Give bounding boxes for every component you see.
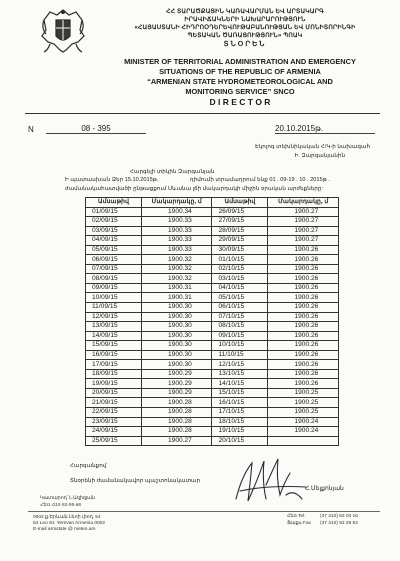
date-cell: 18/10/15 bbox=[212, 417, 268, 427]
col-header-date: Ամսաթիվ bbox=[86, 198, 142, 208]
date-cell: 26/09/15 bbox=[212, 207, 268, 217]
table-row bbox=[86, 369, 339, 379]
level-cell: 1900.25 bbox=[268, 388, 339, 398]
date-cell: 12/10/15 bbox=[212, 360, 268, 370]
date-cell: 09/10/15 bbox=[212, 331, 268, 341]
level-cell: 1900.32 bbox=[141, 255, 212, 265]
date-cell: 25/09/15 bbox=[86, 436, 142, 446]
level-cell: 1900.33 bbox=[141, 226, 212, 236]
header-am-line: ՏՆՕՐԵՆ bbox=[223, 41, 267, 48]
table-row bbox=[86, 379, 339, 389]
level-cell: 1900.28 bbox=[141, 427, 212, 437]
tel-value: (37 410) 53 03 16 bbox=[320, 514, 358, 519]
level-cell: 1900.32 bbox=[141, 264, 212, 274]
level-cell: 1900.29 bbox=[141, 369, 212, 379]
table-row bbox=[86, 255, 339, 265]
level-cell: 1900.30 bbox=[141, 360, 212, 370]
level-cell: 1900.28 bbox=[141, 408, 212, 418]
level-cell: 1900.26 bbox=[268, 379, 339, 389]
level-cell: 1900.27 bbox=[268, 236, 339, 246]
table-row bbox=[86, 236, 339, 246]
date-cell: 06/10/15 bbox=[212, 303, 268, 313]
level-cell: 1900.26 bbox=[268, 245, 339, 255]
signatory-name: Հ.Մելքոնյան bbox=[305, 486, 344, 492]
level-cell: 1900.27 bbox=[268, 207, 339, 217]
header-am-line: «ՀԱՅԱՍՏԱՆԻ ՀԻԴՐՈՕԴԵՐԵՎՈՒԹԱԲԱՆՈՒԹՅԱՆ ԵՎ ՄՈՆԻՏՈՐԻՆԳԻ bbox=[134, 24, 356, 31]
level-cell: 1900.33 bbox=[141, 236, 212, 246]
level-cell: 1900.30 bbox=[141, 322, 212, 332]
table-row bbox=[86, 436, 339, 446]
level-cell: 1900.27 bbox=[268, 217, 339, 227]
date-cell: 21/09/15 bbox=[86, 398, 142, 408]
date-cell: 06/09/15 bbox=[86, 255, 142, 265]
date-cell: 01/10/15 bbox=[212, 255, 268, 265]
date-cell: 12/09/15 bbox=[86, 312, 142, 322]
body-line: ժամանակահատվածի ընթացքում Սևանա լճի մակարդակի միջին օրական արժեքները: bbox=[65, 186, 323, 192]
table-row bbox=[86, 360, 339, 370]
level-cell: 1900.30 bbox=[141, 312, 212, 322]
level-cell: 1900.26 bbox=[268, 255, 339, 265]
date-cell: 16/10/15 bbox=[212, 398, 268, 408]
level-cell: 1900.26 bbox=[268, 331, 339, 341]
table-row bbox=[86, 322, 339, 332]
level-cell: 1900.26 bbox=[268, 341, 339, 351]
level-cell: 1900.33 bbox=[141, 245, 212, 255]
date-cell: 27/09/15 bbox=[212, 217, 268, 227]
level-cell: 1900.28 bbox=[141, 417, 212, 427]
date-cell: 02/10/15 bbox=[212, 264, 268, 274]
header-am-line: ՀՀ ՏԱՐԱԾՔԱՅԻՆ ԿԱՌԱՎԱՐՄԱՆ ԵՎ ԱՐՏԱԿԱՐԳ bbox=[166, 8, 324, 15]
address-am: 0002 ք.Երևան Լեոի փող. 54 bbox=[33, 515, 101, 520]
fax-value: (37 410) 53 29 52 bbox=[320, 521, 358, 526]
date-cell: 10/09/15 bbox=[86, 293, 142, 303]
level-cell: 1900.26 bbox=[268, 293, 339, 303]
date-cell: 05/09/15 bbox=[86, 245, 142, 255]
date-cell: 08/09/15 bbox=[86, 274, 142, 284]
table-row bbox=[86, 312, 339, 322]
tel-label: Հեռ.Tel. bbox=[287, 514, 306, 519]
date-cell: 17/09/15 bbox=[86, 360, 142, 370]
header-en-line: MONITORING SERVICE” SNCO bbox=[185, 87, 295, 96]
date-cell: 13/10/15 bbox=[212, 369, 268, 379]
level-cell: 1900.25 bbox=[268, 398, 339, 408]
level-cell: 1900.26 bbox=[268, 312, 339, 322]
body-line: դիմումի տրամադրում ենք 01 . 09-19 . 10 . 2015թ . bbox=[190, 177, 330, 183]
date-cell: 11/09/15 bbox=[86, 303, 142, 313]
level-cell: 1900.29 bbox=[141, 388, 212, 398]
col-header-level: Մակարդակը, մ bbox=[141, 198, 212, 208]
level-cell: 1900.34 bbox=[141, 207, 212, 217]
date-cell: 07/10/15 bbox=[212, 312, 268, 322]
date-cell: 14/10/15 bbox=[212, 379, 268, 389]
level-cell: 1900.31 bbox=[141, 283, 212, 293]
table-header-row bbox=[86, 198, 339, 208]
header-am-line: ԻՐԱՎԻՃԱԿՆԵՐԻ ՆԱԽԱՐԱՐՈՒԹՅՈՒՆ bbox=[184, 16, 306, 23]
date-cell: 20/09/15 bbox=[86, 388, 142, 398]
date-cell: 14/09/15 bbox=[86, 331, 142, 341]
date-cell: 30/09/15 bbox=[212, 245, 268, 255]
table-row bbox=[86, 264, 339, 274]
footer-divider bbox=[28, 511, 380, 512]
header-am-line: ՊԵՏԱԿԱՆ ԾԱՌԱՅՈՒԹՅՈՒՆ» ՊՈԱԿ bbox=[187, 32, 303, 39]
date-cell: 29/09/15 bbox=[212, 236, 268, 246]
recipient-name: Ի. Զարգանյանին bbox=[294, 153, 345, 159]
level-cell: 1900.26 bbox=[268, 274, 339, 284]
date-cell: 15/10/15 bbox=[212, 388, 268, 398]
table-row bbox=[86, 427, 339, 437]
level-cell: 1900.26 bbox=[268, 360, 339, 370]
level-cell: 1900.30 bbox=[141, 350, 212, 360]
date-cell: 22/09/15 bbox=[86, 408, 142, 418]
lake-level-table bbox=[85, 197, 339, 446]
table-row bbox=[86, 417, 339, 427]
date-cell: 19/09/15 bbox=[86, 379, 142, 389]
level-cell: 1900.33 bbox=[141, 217, 212, 227]
date-cell: 13/09/15 bbox=[86, 322, 142, 332]
col-header-level: Մակարդակը, մ bbox=[268, 198, 339, 208]
table-row bbox=[86, 350, 339, 360]
table-row bbox=[86, 331, 339, 341]
ref-number: 08 - 395 bbox=[46, 124, 146, 134]
level-cell: 1900.26 bbox=[268, 264, 339, 274]
table-row bbox=[86, 341, 339, 351]
date-cell: 08/10/15 bbox=[212, 322, 268, 332]
date-cell: 07/09/15 bbox=[86, 264, 142, 274]
date-cell: 16/09/15 bbox=[86, 350, 142, 360]
level-cell: 1900.26 bbox=[268, 322, 339, 332]
level-cell: 1900.26 bbox=[268, 303, 339, 313]
date-cell: 19/10/15 bbox=[212, 427, 268, 437]
table-row bbox=[86, 245, 339, 255]
table-row bbox=[86, 226, 339, 236]
level-cell: 1900.31 bbox=[141, 293, 212, 303]
date-cell: 04/10/15 bbox=[212, 283, 268, 293]
header-en-line: MINISTER OF TERRITORIAL ADMINISTRATION AND EMERGENCY bbox=[124, 57, 356, 66]
col-header-date: Ամսաթիվ bbox=[212, 198, 268, 208]
level-cell: 1900.28 bbox=[141, 398, 212, 408]
level-cell: 1900.27 bbox=[141, 436, 212, 446]
ref-date: 20.10.2015թ. bbox=[275, 124, 375, 134]
table-row bbox=[86, 274, 339, 284]
date-cell: 18/09/15 bbox=[86, 369, 142, 379]
header-en-line: D I R E C T O R bbox=[209, 97, 271, 107]
email: E-mail armstate @ meteo.am bbox=[33, 527, 96, 532]
fax-label: Ֆաքս Fax bbox=[287, 521, 311, 526]
header-divider bbox=[25, 113, 380, 114]
header-en-line: “ARMENIAN STATE HYDROMETEOROLOGICAL AND bbox=[147, 77, 333, 86]
table-row bbox=[86, 283, 339, 293]
date-cell: 03/09/15 bbox=[86, 226, 142, 236]
closing-respect: Հարգանքով՝ bbox=[70, 463, 108, 469]
date-cell: 28/09/15 bbox=[212, 226, 268, 236]
table-row bbox=[86, 408, 339, 418]
salutation: Հարգելի տիկին Զարգանյան bbox=[130, 169, 215, 175]
date-cell: 20/10/15 bbox=[212, 436, 268, 446]
date-cell: 05/10/15 bbox=[212, 293, 268, 303]
level-cell: 1900.29 bbox=[141, 379, 212, 389]
executor-name: Կատարող՝ Լ.Ազիզյան bbox=[40, 496, 95, 501]
date-cell: 23/09/15 bbox=[86, 417, 142, 427]
table-row bbox=[86, 217, 339, 227]
date-cell: 04/09/15 bbox=[86, 236, 142, 246]
date-cell: 01/09/15 bbox=[86, 207, 142, 217]
coat-of-arms-emblem bbox=[38, 6, 88, 56]
executor-phone: Հեռ. 010-53-95-66 bbox=[40, 503, 82, 508]
recipient-line: Էկոլոգ տեխնիկական Հ/Կ-ի նախագահ bbox=[255, 144, 370, 150]
level-cell: 1900.26 bbox=[268, 369, 339, 379]
table-row bbox=[86, 398, 339, 408]
signature bbox=[228, 455, 316, 505]
level-cell: 1900.27 bbox=[268, 226, 339, 236]
level-cell: 1900.30 bbox=[141, 341, 212, 351]
closing-title: Տնօրենի ժամանակավոր պաշտոնակատար bbox=[70, 478, 201, 484]
header-en-line: SITUATIONS OF THE REPUBLIC OF ARMENIA bbox=[159, 67, 321, 76]
date-cell: 09/09/15 bbox=[86, 283, 142, 293]
level-cell: 1900.24 bbox=[268, 427, 339, 437]
address-en: 54 Leo str. Yerevan Armenia 0002 bbox=[33, 521, 106, 526]
level-cell bbox=[268, 436, 339, 446]
date-cell: 10/10/15 bbox=[212, 341, 268, 351]
table-row bbox=[86, 388, 339, 398]
date-cell: 02/09/15 bbox=[86, 217, 142, 227]
level-cell: 1900.26 bbox=[268, 283, 339, 293]
level-cell: 1900.30 bbox=[141, 303, 212, 313]
level-cell: 1900.30 bbox=[141, 331, 212, 341]
date-cell: 15/09/15 bbox=[86, 341, 142, 351]
date-cell: 03/10/15 bbox=[212, 274, 268, 284]
date-cell: 11/10/15 bbox=[212, 350, 268, 360]
level-cell: 1900.26 bbox=[268, 350, 339, 360]
table-row bbox=[86, 207, 339, 217]
ref-number-label: N bbox=[28, 125, 34, 134]
level-cell: 1900.24 bbox=[268, 417, 339, 427]
level-cell: 1900.25 bbox=[268, 408, 339, 418]
level-cell: 1900.32 bbox=[141, 274, 212, 284]
table-row bbox=[86, 293, 339, 303]
date-cell: 24/09/15 bbox=[86, 427, 142, 437]
date-cell: 17/10/15 bbox=[212, 408, 268, 418]
body-line: Ի պատասխան Ձեր 15.10.2015թ. bbox=[65, 177, 159, 183]
table-row bbox=[86, 303, 339, 313]
